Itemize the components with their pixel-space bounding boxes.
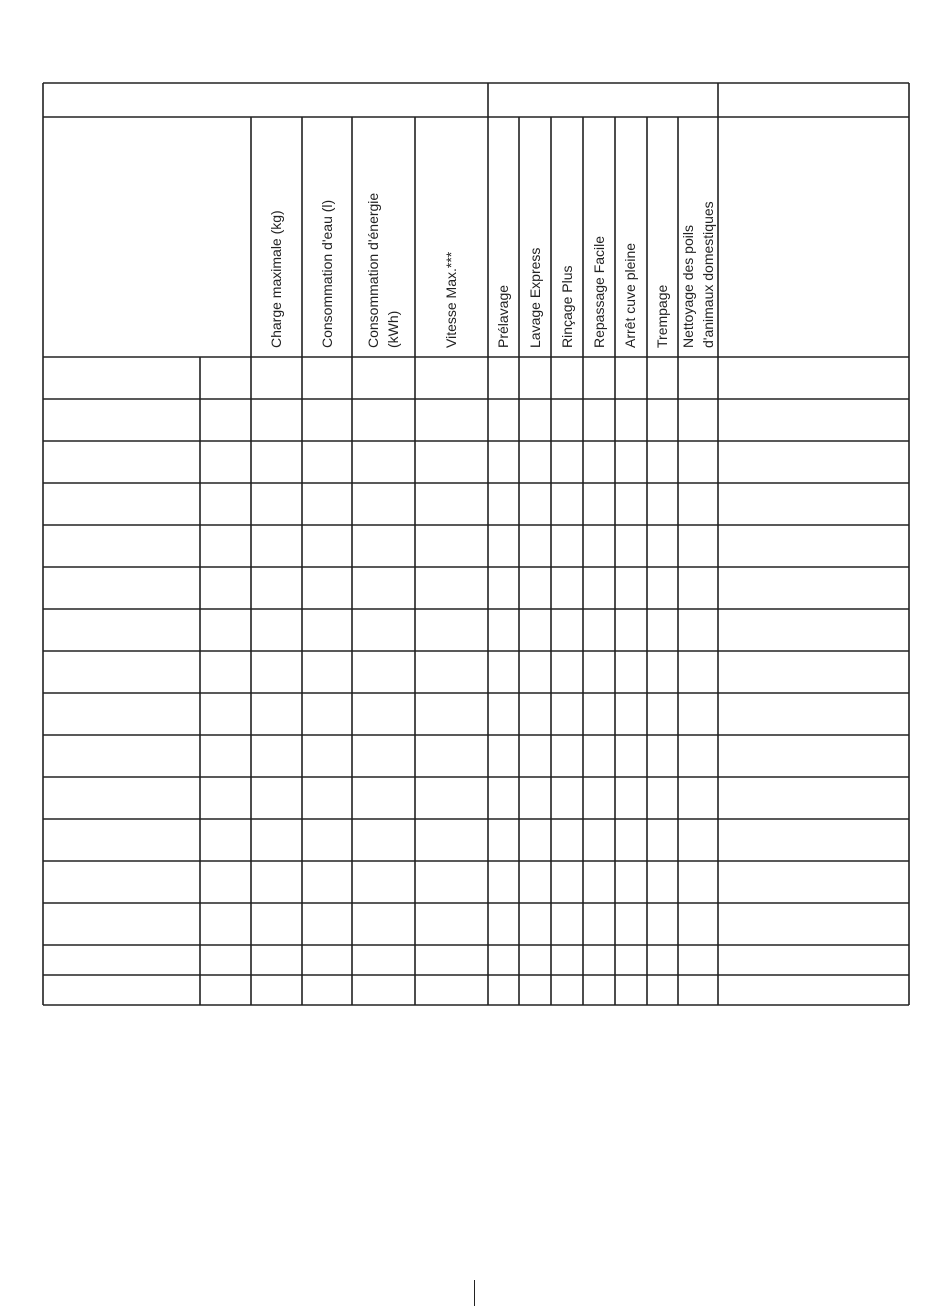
header-energie-line1: Consommation d'énergie: [365, 192, 381, 348]
header-lavage-express: Lavage Express: [527, 247, 543, 348]
header-repassage-facile: Repassage Facile: [591, 235, 607, 348]
header-prelavage: Prélavage: [495, 284, 511, 348]
page-center-mark: [474, 1280, 475, 1306]
header-energie-line2: (kWh): [385, 310, 401, 348]
header-trempage: Trempage: [654, 284, 670, 348]
header-arret-cuve-pleine: Arrêt cuve pleine: [622, 242, 638, 348]
header-poils-line1: Nettoyage des poils: [680, 225, 696, 348]
header-rincage-plus: Rinçage Plus: [559, 265, 575, 348]
header-vitesse: Vitesse Max.***: [443, 251, 459, 348]
header-poils-line2: d'animaux domestiques: [700, 201, 716, 348]
header-eau: Consommation d'eau (l): [319, 199, 335, 348]
header-charge: Charge maximale (kg): [268, 210, 284, 348]
